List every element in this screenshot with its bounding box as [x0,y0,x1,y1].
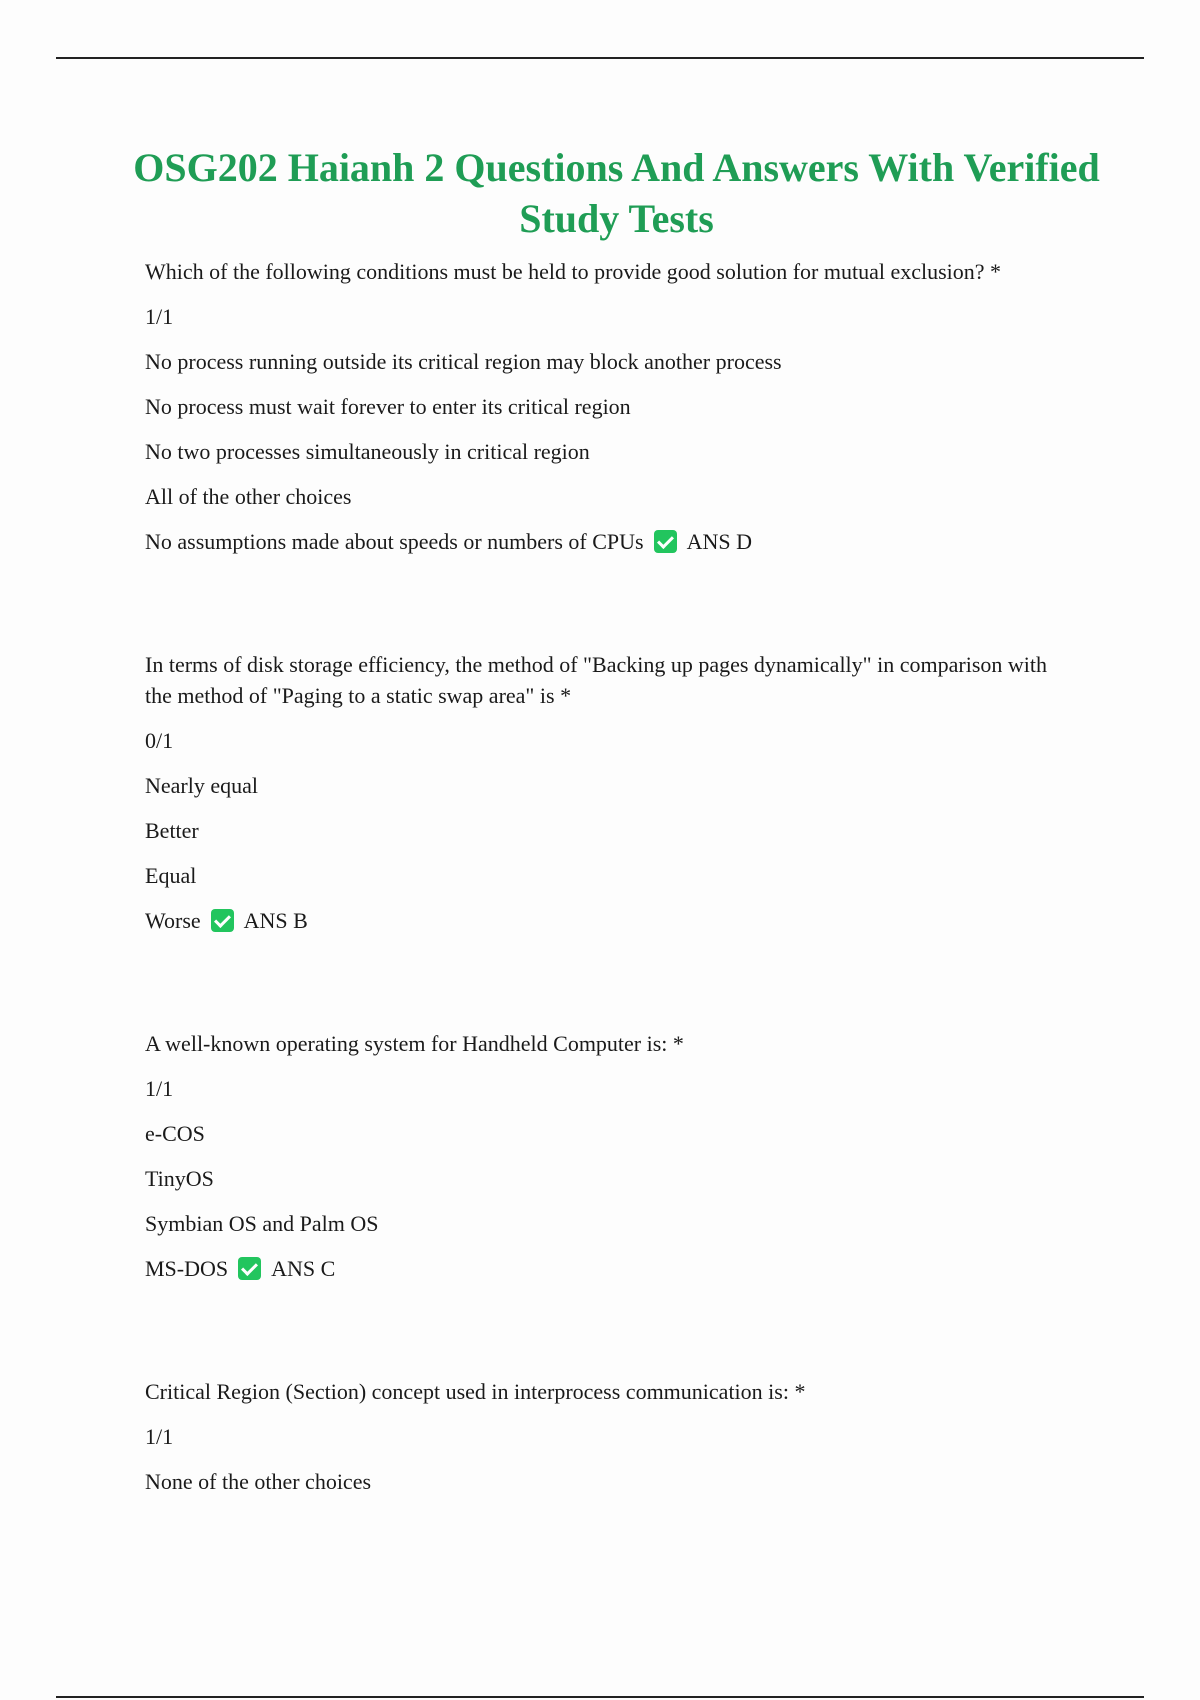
answer-key: ANS D [686,529,753,554]
option-text: None of the other choices [145,1469,372,1494]
option-text: e-COS [145,1121,205,1146]
answer-line [145,905,1075,936]
option-text: MS-DOS [145,1256,229,1281]
question-score: 1/1 [145,1424,174,1449]
check-icon [654,530,677,553]
question-prompt: In terms of disk storage efficiency, the method of "Backing up pages dynamically" in comparison with the method of "Paging to a static swap area" is * [145,652,1048,708]
bottom-rule [56,1696,1144,1698]
questions-list [145,256,1075,1511]
option-text: Symbian OS and Palm OS [145,1211,379,1236]
question-block [145,256,1075,557]
option-text: TinyOS [145,1166,214,1191]
answer-line [145,526,1075,557]
question-prompt: A well-known operating system for Handheld Computer is: * [145,1031,684,1056]
page-title: OSG202 Haianh 2 Questions And Answers With Verified Study Tests [133,145,1100,241]
option-text: No process must wait forever to enter its critical region [145,394,631,419]
answer-key: ANS C [271,1256,336,1281]
top-rule [56,57,1144,59]
option-text: No two processes simultaneously in critical region [145,439,590,464]
question-score: 1/1 [145,1076,174,1101]
option-text: No process running outside its critical region may block another process [145,349,782,374]
check-icon [238,1257,261,1280]
answer-line [145,1253,1075,1284]
check-icon [211,909,234,932]
question-block [145,1376,1075,1497]
option-text: Equal [145,863,197,888]
answer-key: ANS B [243,908,308,933]
option-text: Nearly equal [145,773,258,798]
option-text: All of the other choices [145,484,352,509]
question-prompt: Critical Region (Section) concept used in interprocess communication is: * [145,1379,806,1404]
option-text: Worse [145,908,201,933]
question-prompt: Which of the following conditions must be held to provide good solution for mutual exclusion? * [145,259,1002,284]
question-score: 1/1 [145,304,174,329]
question-score: 0/1 [145,728,174,753]
question-block [145,649,1075,936]
question-block [145,1028,1075,1284]
option-text: Better [145,818,199,843]
option-text: No assumptions made about speeds or numbers of CPUs [145,529,644,554]
